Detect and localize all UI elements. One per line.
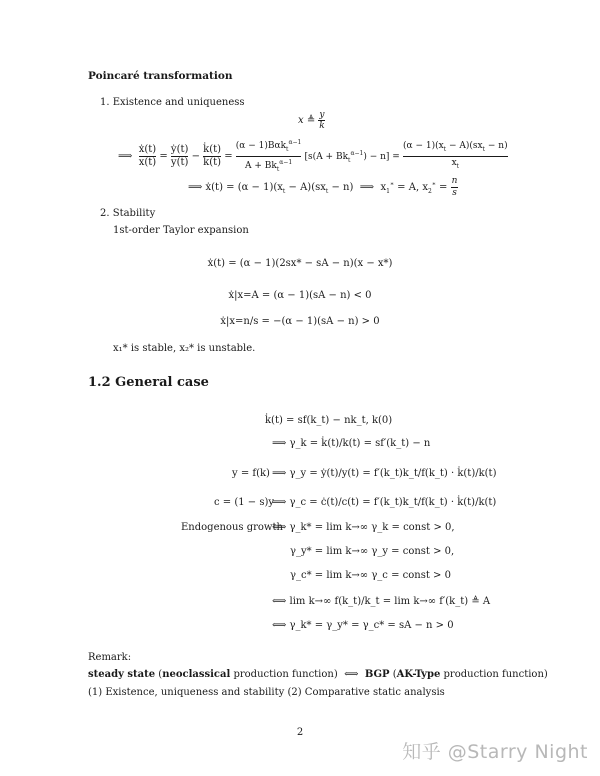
equation-production-label: y = f(k) xyxy=(232,468,270,479)
section-heading-general-case: 1.2 General case xyxy=(88,375,209,390)
equation-taylor: ẋ(t) = (α − 1)(2sx* − sA − n)(x − x*) xyxy=(207,258,393,269)
remark-production-function-2: production function) xyxy=(443,669,548,680)
equation-ak-limit: ⟺ lim k→∞ f(k_t)/k_t = lim k→∞ f′(k_t) ≜ A xyxy=(272,596,491,607)
equation-gamma-c-limit: γ_c* = lim k→∞ γ_c = const > 0 xyxy=(290,570,451,581)
equation-gamma-c: ⟹ γ_c = ċ(t)/c(t) = f′(k_t)k_t/f(k_t) · k̇(t)/k(t) xyxy=(272,497,497,508)
remark-bgp: BGP xyxy=(364,669,390,680)
remark-neoclassical: neoclassical xyxy=(162,669,231,680)
equation-stability-1: ẋ|x=A = (α − 1)(sA − n) < 0 xyxy=(228,290,372,301)
remark-steady-state: steady state xyxy=(88,669,156,680)
equation-roots: ⟹ ẋ(t) = $(\alpha - 1)(x_t - A)(sx_t - n)$ ⟹ $x_1^∗ = A$, $x_2^∗$ = $\frac{n}{s}$ xyxy=(188,176,458,198)
equation-gamma-k-limit: ⟺ γ_k* = lim k→∞ γ_k = const > 0, xyxy=(272,522,455,533)
equation-gamma-k: ⟹ γ_k = k̇(t)/k(t) = sf′(k_t) − n xyxy=(272,438,431,449)
remark-paren-open-1: ( xyxy=(158,669,163,680)
equation-stability-2: ẋ|x=n/s = −(α − 1)(sA − n) > 0 xyxy=(220,316,380,327)
list-item-existence: 1. Existence and uniqueness xyxy=(100,97,245,108)
text-taylor: 1st-order Taylor expansion xyxy=(113,225,249,236)
equation-gamma-y: ⟹ γ_y = ẏ(t)/y(t) = f′(k_t)k_t/f(k_t) · k̇(t)/k(t) xyxy=(272,468,497,479)
page-number: 2 xyxy=(296,727,304,738)
equation-definition: x ≜ $\frac{y}{k}$ xyxy=(298,110,325,131)
remark-label: Remark: xyxy=(88,652,132,663)
text-endogenous-growth: Endogenous growth xyxy=(181,522,283,533)
remark-production-function-1: production function) xyxy=(233,669,338,680)
section-heading-poincare: Poincaré transformation xyxy=(88,70,233,82)
remark-paren-open-2: ( xyxy=(392,669,397,680)
list-item-stability: 2. Stability xyxy=(100,208,156,219)
remark-line-2: (1) Existence, uniqueness and stability (2) Comparative static analysis xyxy=(88,687,445,698)
text-stability-conclusion: x₁* is stable, x₂* is unstable. xyxy=(113,343,256,354)
watermark: 知乎 @Starry Night xyxy=(402,741,588,763)
equation-consumption-label: c = (1 − s)y xyxy=(214,497,275,508)
remark-line-1 xyxy=(88,669,548,680)
equation-gamma-y-limit: γ_y* = lim k→∞ γ_y = const > 0, xyxy=(290,546,455,557)
equation-balanced-growth: ⟺ γ_k* = γ_y* = γ_c* = sA − n > 0 xyxy=(272,620,454,631)
remark-equivalence: ⟺ xyxy=(344,669,359,680)
remark-ak-type: AK-Type xyxy=(396,669,441,680)
equation-capital-accumulation: k̇(t) = sf(k_t) − nk_t, k(0) xyxy=(265,415,393,426)
equation-growth-rate: ⟹ $\frac{\text{ẋ(t)}}{x(t)}$ = $\frac{\text{ẏ(t)}}{y(t)}$ − $\frac{k̇(t)}{k(t)}$ = (α − 1)Bαk$_t^{\alpha-1}$ $A + Bk_t^{\alpha-1}$ $[s(A + Bk_t^{\alpha-1}) - n]$ = $(\alpha - 1)(x_t - A)(sx_t - n)$ $x_t$ xyxy=(118,139,508,173)
